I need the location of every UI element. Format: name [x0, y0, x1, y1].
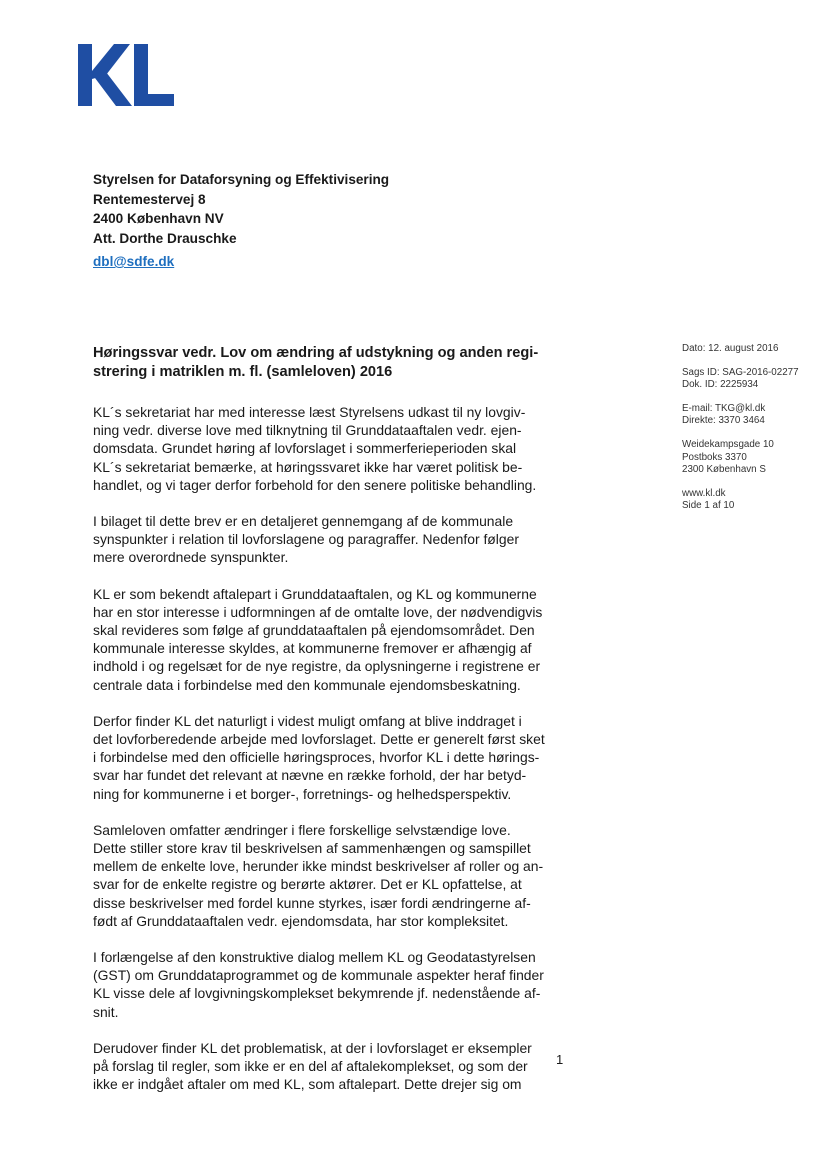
paragraph-line: KL er som bekendt aftalepart i Grunddataaftalen, og KL og kommunerne — [93, 585, 537, 602]
letter-meta — [682, 343, 799, 524]
paragraph-line: disse beskrivelser med fordel kunne styrkes, især fordi ændringerne af- — [93, 894, 531, 911]
paragraph-line: Derfor finder KL det naturligt i videst muligt omfang at blive inddraget i — [93, 712, 522, 729]
paragraph-line: handlet, og vi tager derfor forbehold for den senere politiske behandling. — [93, 476, 537, 493]
paragraph-line: snit. — [93, 1003, 119, 1020]
body-paragraph — [93, 712, 578, 803]
recipient-line: Styrelsen for Dataforsyning og Effektivisering — [93, 172, 390, 187]
paragraph-line: født af Grunddataaftalen vedr. ejendomsdata, har stor kompleksitet. — [93, 912, 509, 929]
page-number: 1 — [556, 1052, 564, 1067]
meta-doc-id: Dok. ID: 2225934 — [682, 379, 759, 391]
body-paragraph — [93, 1039, 578, 1094]
meta-address-line: Weidekampsgade 10 — [682, 438, 774, 450]
recipient-line: Rentemestervej 8 — [93, 191, 206, 207]
recipient-email-link[interactable]: dbl@sdfe.dk — [93, 254, 175, 269]
meta-date: Dato: 12. august 2016 — [682, 343, 779, 354]
paragraph-line: mellem de enkelte love, herunder ikke mindst beskrivelser af roller og an- — [93, 858, 544, 875]
recipient-line: Att. Dorthe Drauschke — [93, 230, 237, 246]
paragraph-line: KL´s sekretariat bemærke, at høringssvaret ikke har været politisk be- — [93, 458, 523, 475]
paragraph-line: ning vedr. diverse love med tilknytning til Grunddataaftalen vedr. ejen- — [93, 422, 522, 439]
paragraph-line: på forslag til regler, som ikke er en del af aftalekomplekset, og som der — [93, 1058, 528, 1075]
paragraph-line: mere overordnede synspunkter. — [93, 549, 289, 566]
paragraph-line: svar har fundet det relevant at nævne en række forhold, der har betyd- — [93, 767, 527, 784]
kl-logo — [78, 44, 174, 106]
paragraph-line: I bilaget til dette brev er en detaljeret gennemgang af de kommunale — [93, 513, 514, 530]
paragraph-line: ning for kommunerne i et borger-, forretnings- og helhedsperspektiv. — [93, 785, 512, 802]
paragraph-line: skal revideres som følge af grunddataaftalen på ejendomsområdet. Den — [93, 622, 535, 639]
paragraph-line: centrale data i forbindelse med den kommunale ejendomsbeskatning. — [93, 676, 521, 693]
body-paragraph — [93, 821, 578, 930]
paragraph-line: Derudover finder KL det problematisk, at der i lovforslaget er eksempler — [93, 1039, 532, 1056]
title-line: strering i matriklen m. fl. (samleloven) 2016 — [93, 364, 393, 380]
letter-body — [93, 403, 578, 1094]
paragraph-line: Samleloven omfatter ændringer i flere forskellige selvstændige love. — [93, 821, 511, 838]
paragraph-line: svar for de enkelte registre og berørte aktører. Det er KL opfattelse, at — [93, 876, 522, 893]
body-paragraph — [93, 403, 578, 494]
meta-address-line: Postboks 3370 — [682, 451, 747, 463]
meta-email: E-mail: TKG@kl.dk — [682, 402, 766, 414]
paragraph-line: det lovforberedende arbejde med lovforslaget. Dette er generelt først sket — [93, 731, 545, 748]
title-line: Høringssvar vedr. Lov om ændring af udstykning og anden regi- — [93, 345, 539, 361]
paragraph-line: ikke er indgået aftaler om med KL, som aftalepart. Dette drejer sig om — [93, 1076, 522, 1093]
body-paragraph — [93, 512, 578, 567]
letter-title — [93, 344, 578, 382]
body-paragraph — [93, 948, 578, 1021]
paragraph-line: har en stor interesse i udformningen af de omtalte love, der nødvendigvis — [93, 603, 543, 620]
paragraph-line: (GST) om Grunddataprogrammet og de kommunale aspekter heraf finder — [93, 967, 544, 984]
meta-page: Side 1 af 10 — [682, 500, 735, 512]
body-paragraph — [93, 585, 578, 694]
paragraph-line: domsdata. Grundet høring af lovforslaget i sommerferieperioden skal — [93, 440, 517, 457]
paragraph-line: indhold i og regelsæt for de nye registre, da oplysningerne i registrene er — [93, 658, 541, 675]
meta-address-line: 2300 København S — [682, 464, 766, 476]
paragraph-line: i forbindelse med den officielle høringsproces, hvorfor KL i dette hørings- — [93, 749, 540, 766]
paragraph-line: synspunkter i relation til lovforslagene og paragraffer. Nedenfor følger — [93, 531, 519, 548]
recipient-line: 2400 København NV — [93, 211, 224, 226]
paragraph-line: Dette stiller store krav til beskrivelsen af sammenhængen og samspillet — [93, 840, 531, 857]
recipient-address — [93, 170, 389, 248]
paragraph-line: KL visse dele af lovgivningskomplekset bekymrende jf. nedenstående af- — [93, 985, 541, 1002]
meta-case-id: Sags ID: SAG-2016-02277 — [682, 366, 799, 378]
paragraph-line: I forlængelse af den konstruktive dialog mellem KL og Geodatastyrelsen — [93, 949, 536, 966]
meta-phone: Direkte: 3370 3464 — [682, 415, 765, 427]
meta-website: www.kl.dk — [682, 487, 726, 499]
paragraph-line: KL´s sekretariat har med interesse læst Styrelsens udkast til ny lovgiv- — [93, 404, 526, 420]
paragraph-line: kommunale interesse skyldes, at kommunerne fremover er afhængig af — [93, 640, 532, 657]
